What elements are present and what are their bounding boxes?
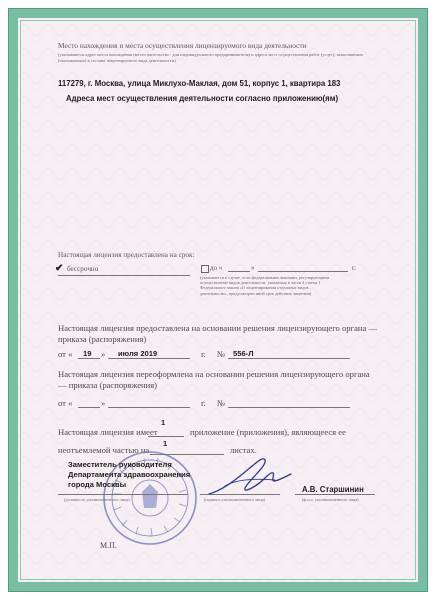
basis-g: г. [201,349,206,359]
position-note: (должность уполномоченного лица) [64,497,130,502]
term-line-left [58,275,190,276]
signatory-name: А.В. Старшинин [302,485,364,494]
reissue-g: г. [201,398,206,408]
basis-close: » [101,349,106,359]
appendix-line2-prefix: неотъемлемой частью на [58,445,150,455]
address-main: 117279, г. Москва, улица Миклухо-Маклая, дом 51, корпус 1, квартира 183 [58,79,341,88]
address-appendix: Адреса мест осуществления деятельности согласно приложению(ям) [66,94,339,103]
term-until-suffix: г. [352,264,356,272]
reissue-day-line [78,407,100,408]
term-indefinite: бессрочно [67,265,99,273]
term-until-prefix: до « [210,264,223,272]
reissue-from: от « [58,398,73,408]
appendix-sheets: 1 [163,439,168,448]
reissue-close: » [101,398,106,408]
reissue-number-line [228,407,350,408]
header-note: (указываются адрес места нахождения (место жительства - для индивидуального предпринимателя) и адреса мест осуществления работ (услуг), выполняемых (оказываемых) в составе лицензируемого вида деятельности) [58,52,364,63]
basis-no: № [217,349,226,359]
header-title: Место нахождения и места осуществления лицензируемого вида деятельности [58,41,307,50]
basis-day-line [78,358,100,359]
appendix-count-line [148,436,184,437]
basis-month-line [108,358,190,359]
reissue-month-line [108,407,190,408]
name-note: (ф.и.о. уполномоченного лица) [302,497,359,502]
term-month-line [258,271,348,272]
basis-text: Настоящая лицензия предоставлена на основании решения лицензирующего органа — приказа (распоряжения) [58,323,378,344]
basis-number-line [228,358,350,359]
name-line [295,494,375,495]
term-day-line [228,271,250,272]
appendix-line2-suffix: листах. [230,445,257,455]
appendix-count: 1 [161,418,166,427]
signature-note: (подпись уполномоченного лица) [204,497,266,502]
appendix-line1-suffix: приложение (приложения), являющееся ее [190,427,346,437]
appendix-line1-prefix: Настоящая лицензия имеет [58,427,158,437]
mp-label: М.П. [100,541,117,550]
signatory-position: Заместитель руководителя Департамента здравоохранения города Москвы [68,460,191,489]
basis-day: 19 [83,349,92,358]
basis-from: от « [58,349,73,359]
checkmark-icon: ✔ [55,263,64,274]
term-note: (указывается в случае, если федеральными законами, регулирующими осуществление видов деятельности, указанных в части 4 статьи 1 Федерального закона «О лицензировании отдельных видов деятельности», предусмотрен иной срок действия лицензии) [200,275,330,296]
basis-month-year: июля 2019 [118,349,158,358]
term-until-checkbox [201,265,209,273]
handwritten-signature [205,450,295,500]
reissue-text: Настоящая лицензия переоформлена на основании решения лицензирующего органа — приказа (распоряжения) [58,369,370,390]
reissue-no: № [217,398,226,408]
term-label: Настоящая лицензия предоставлена на срок: [58,251,195,259]
basis-number: 556-Л [233,349,254,358]
position-line [58,494,188,495]
term-until-mid: » [251,264,255,272]
